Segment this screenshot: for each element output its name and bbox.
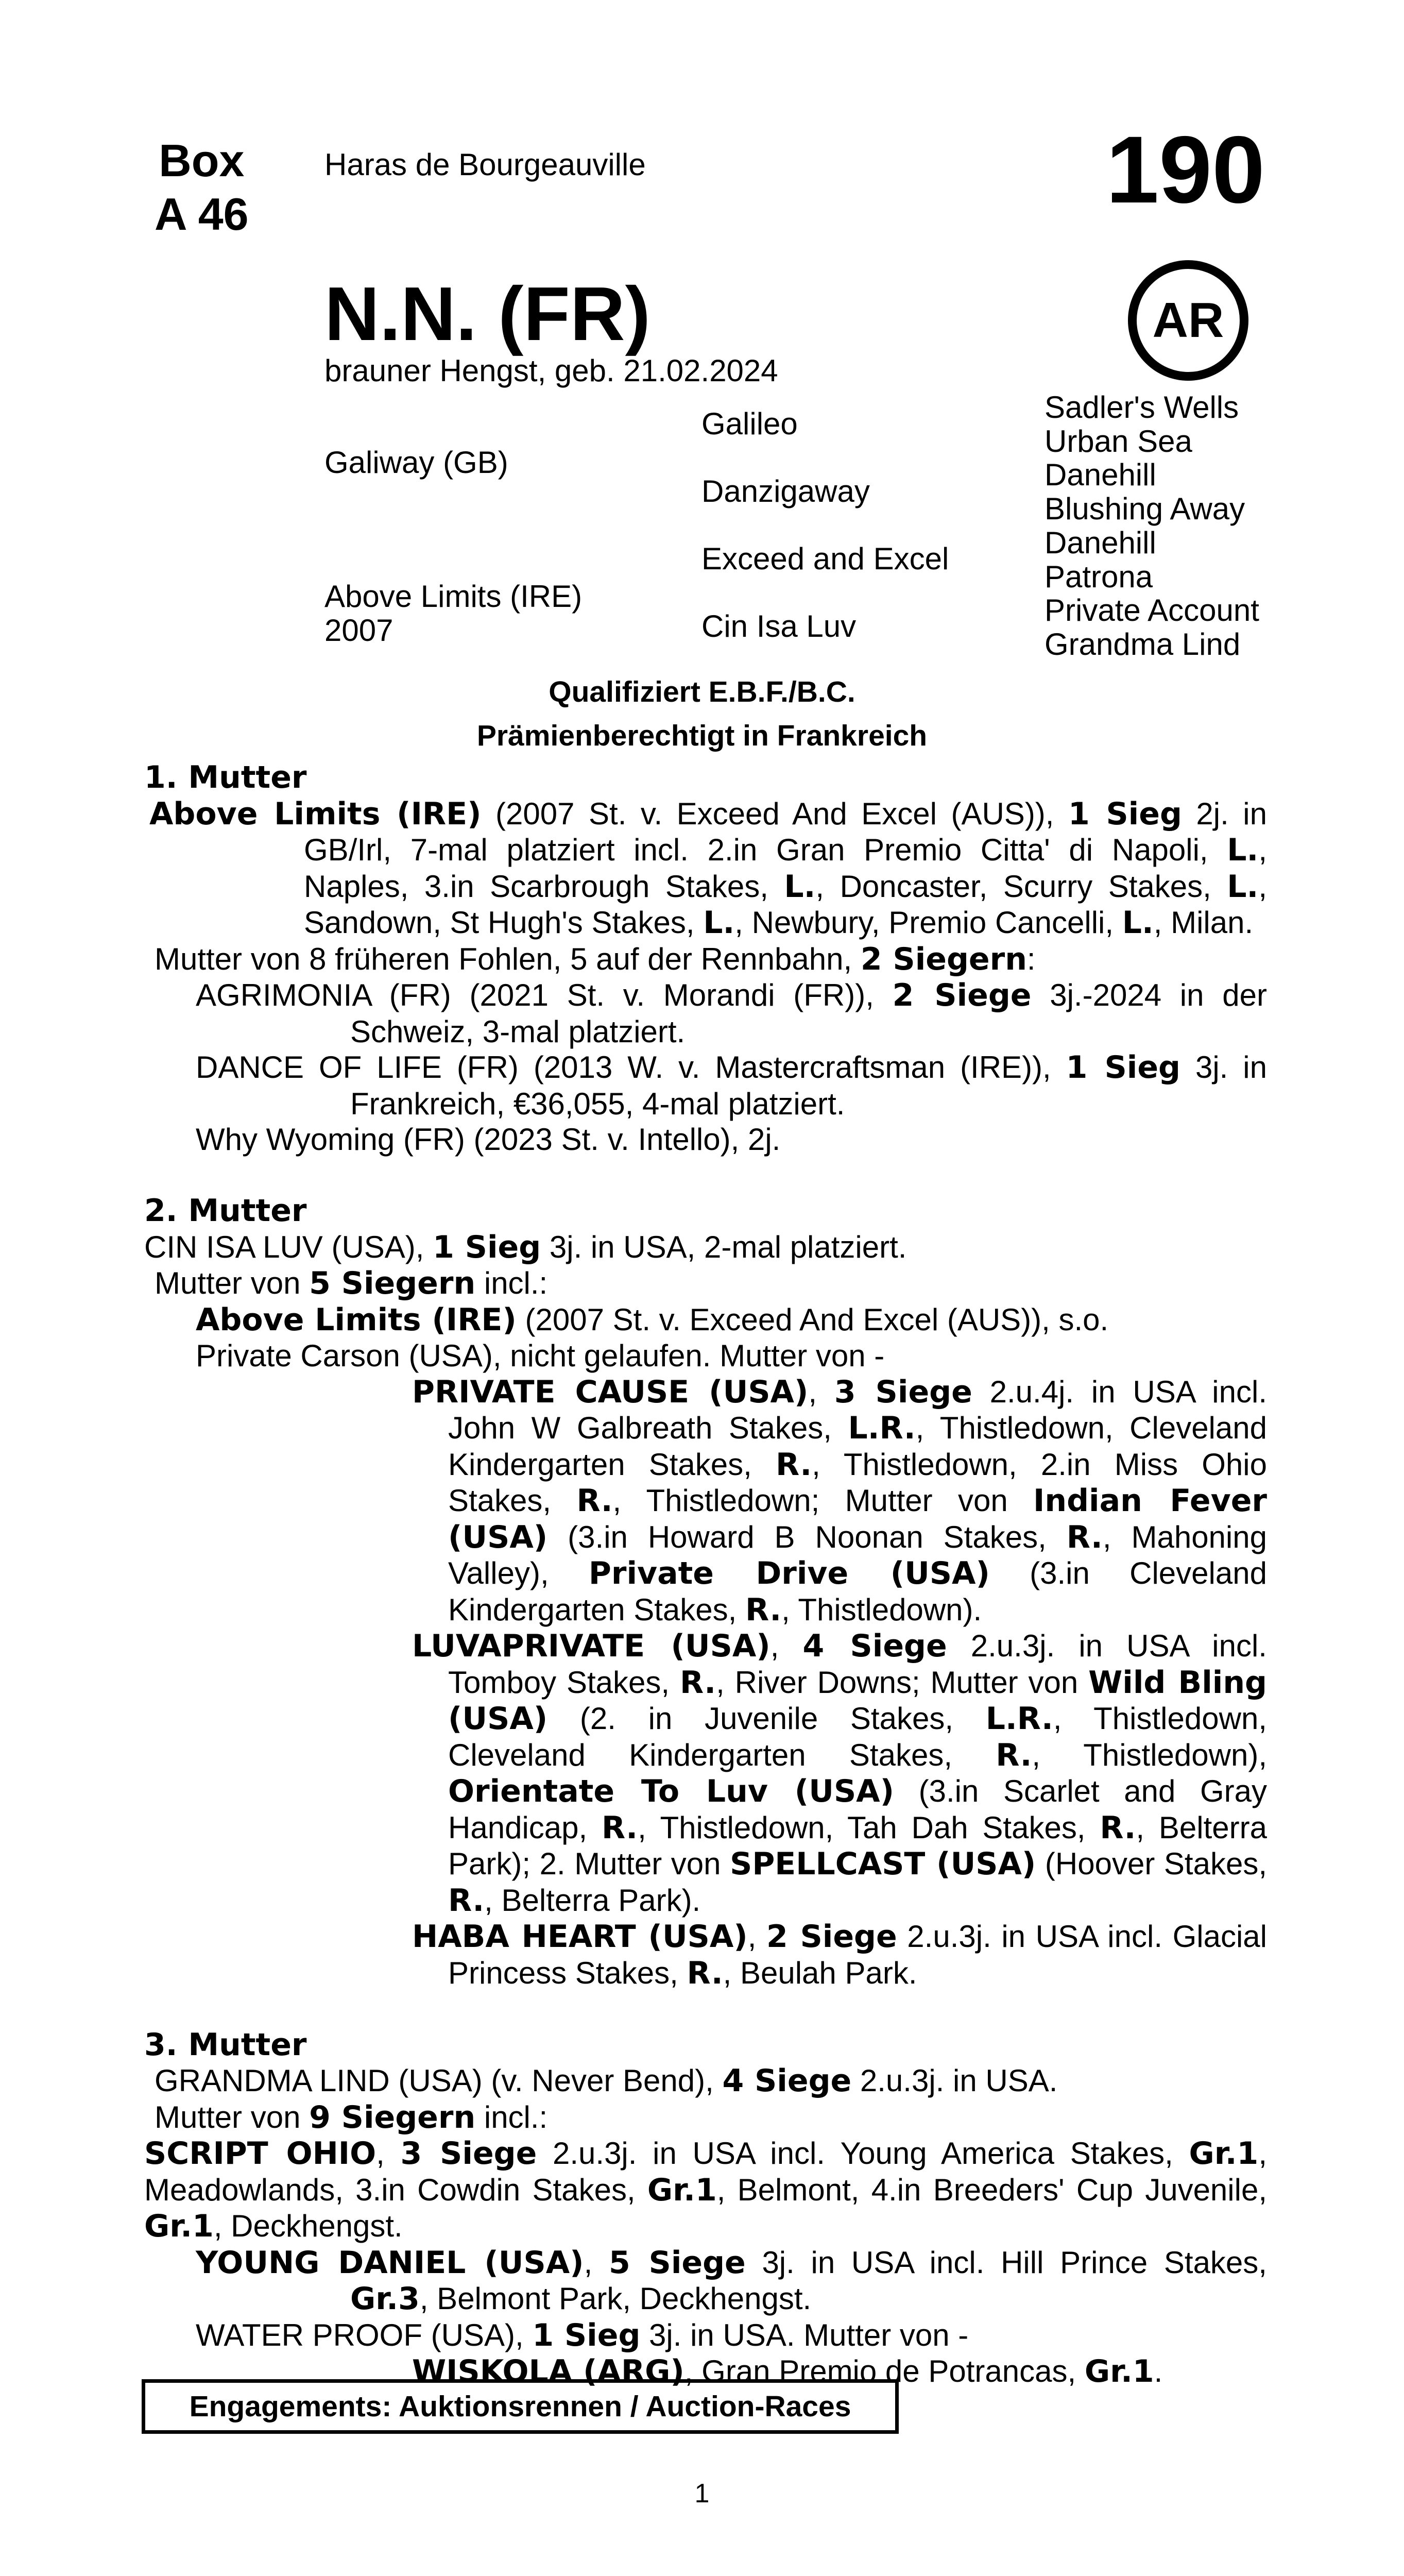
pedigree-gen2-1: Galileo: [701, 406, 798, 441]
section-spacer: [144, 1991, 1267, 2027]
win-count: 2 Siege: [892, 977, 1032, 1013]
text-run: , Belmont Park, Deckhengst.: [419, 2281, 812, 2316]
text-run: (2007 St. v. Exceed And Excel (AUS)),: [481, 796, 1068, 831]
win-count: 4 Siege: [802, 1628, 947, 1664]
race-grade: R.: [1066, 1519, 1103, 1555]
pedigree-gen2-3: Exceed and Excel: [701, 541, 949, 576]
offspring-above-limits: [144, 1302, 1267, 1338]
race-grade: L.: [1227, 832, 1259, 868]
offspring-young-daniel: [144, 2245, 1267, 2317]
third-dam-entry: [144, 2063, 1267, 2099]
pedigree-gen3-7: Private Account: [1045, 593, 1259, 628]
engagements-box: [142, 2379, 899, 2434]
box-label: [155, 134, 249, 241]
race-grade: R.: [745, 1591, 782, 1628]
text-run: ,: [747, 1919, 767, 1954]
offspring-private-carson: Private Carson (USA), nicht gelaufen. Mutter von -: [196, 1338, 885, 1373]
race-grade: L.: [784, 868, 816, 905]
text-run: 2.u.3j. in USA.: [851, 2063, 1058, 2098]
qualification-ebf: Qualifiziert E.B.F./B.C.: [549, 675, 855, 708]
text-run: 2.u.3j. in USA incl. Glacial Princess Stakes,: [448, 1919, 1267, 1990]
pedigree-dam: [324, 580, 582, 648]
text-run: AGRIMONIA (FR) (2021 St. v. Morandi (FR)),: [196, 978, 893, 1012]
text-run: , Naples, 3.in Scarbrough Stakes,: [304, 833, 1267, 904]
box-label-line2: A 46: [155, 189, 249, 240]
offspring-dance-of-life: [144, 1049, 1267, 1122]
text-run: , Thistledown, Cleveland Kindergarten Stakes,: [448, 1701, 1267, 1772]
consignor: Haras de Bourgeauville: [324, 147, 646, 182]
pedigree-gen3-1: Sadler's Wells: [1045, 390, 1239, 425]
text-run: , Thistledown, 2.in Miss Ohio Stakes,: [448, 1447, 1267, 1518]
win-count: 5 Siege: [608, 2244, 746, 2281]
text-run: 2.u.3j. in USA incl. Tomboy Stakes,: [448, 1629, 1267, 1700]
text-run: .: [1154, 2354, 1163, 2388]
win-count: 3 Siege: [834, 1374, 972, 1410]
win-count: 3 Siege: [400, 2136, 537, 2172]
text-run: (2007 St. v. Exceed And Excel (AUS)), s.o.: [516, 1302, 1109, 1337]
offspring-name: SCRIPT OHIO: [144, 2136, 376, 2172]
text-run: GRANDMA LIND (USA) (v. Never Bend),: [155, 2063, 723, 2098]
offspring-luvaprivate: [144, 1628, 1267, 1919]
lot-number: 190: [1106, 117, 1265, 223]
offspring-name: PRIVATE CAUSE (USA): [412, 1374, 809, 1410]
qualification-premium: Prämienberechtigt in Frankreich: [476, 719, 928, 752]
text-run: , Sandown, St Hugh's Stakes,: [304, 869, 1267, 940]
text-run: , Gran Premio de Potrancas,: [684, 2354, 1085, 2388]
first-dam-produce: [144, 941, 1267, 978]
race-grade: L.: [1227, 868, 1259, 905]
horse-description: brauner Hengst, geb. 21.02.2024: [324, 353, 778, 388]
text-run: Mutter von: [155, 1266, 310, 1300]
race-grade: Gr.1: [647, 2172, 717, 2208]
text-run: 2.u.4j. in USA incl. John W Galbreath Stakes,: [448, 1374, 1267, 1445]
race-grade: R.: [1100, 1809, 1136, 1846]
pedigree-gen3: [1045, 391, 1259, 662]
winner-count: 5 Siegern: [309, 1265, 476, 1301]
text-run: ,: [584, 2245, 609, 2280]
pedigree-gen3-4: Blushing Away: [1045, 492, 1245, 527]
third-dam-produce: [144, 2099, 1267, 2136]
text-run: , Newbury, Premio Cancelli,: [734, 905, 1122, 940]
text-run: , Milan.: [1153, 905, 1254, 940]
text-run: ,: [770, 1629, 803, 1663]
text-run: 3j. in USA incl. Hill Prince Stakes,: [745, 2245, 1267, 2280]
engagements-label: Engagements: Auktionsrennen / Auction-Races: [189, 2390, 851, 2423]
ar-badge: [1128, 260, 1248, 381]
text-run: (3.in Howard B Noonan Stakes,: [547, 1519, 1067, 1554]
race-grade: Gr.3: [350, 2281, 420, 2317]
winner-count: 9 Siegern: [309, 2099, 476, 2136]
win-count: 4 Siege: [722, 2063, 852, 2099]
race-grade: R.: [996, 1737, 1032, 1773]
race-grade: Gr.1: [1189, 2136, 1259, 2172]
text-run: , Belterra Park).: [484, 1883, 701, 1918]
pedigree-gen3-8: Grandma Lind: [1045, 626, 1241, 662]
offspring-agrimonia: [144, 977, 1267, 1049]
win-count: 1 Sieg: [1068, 795, 1182, 832]
text-run: , Thistledown, Cleveland Kindergarten Stakes,: [448, 1411, 1267, 1482]
text-run: , Belmont, 4.in Breeders' Cup Juvenile,: [716, 2172, 1268, 2207]
race-grade: L.R.: [985, 1701, 1053, 1737]
text-run: , Thistledown).: [781, 1592, 982, 1627]
text-run: Mutter von: [155, 2099, 310, 2134]
race-grade: Gr.1: [144, 2208, 214, 2244]
text-run: , Doncaster, Scurry Stakes,: [815, 869, 1227, 904]
race-grade: L.: [703, 905, 735, 941]
pedigree-dam-year: 2007: [324, 613, 393, 648]
text-run: , Mahoning Valley),: [448, 1519, 1267, 1590]
offspring-why-wyoming: Why Wyoming (FR) (2023 St. v. Intello), 2j.: [196, 1122, 781, 1157]
offspring-script-ohio: [144, 2136, 1267, 2245]
text-run: , Meadowlands, 3.in Cowdin Stakes,: [144, 2136, 1267, 2207]
catalogue-body: [144, 760, 1267, 2390]
text-run: , Thistledown; Mutter von: [612, 1483, 1034, 1518]
text-run: 2j. in GB/Irl, 7-mal platziert incl. 2.in Gran Premio Citta' di Napoli,: [304, 796, 1267, 867]
second-dam-produce: [144, 1265, 1267, 1302]
win-count: 1 Sieg: [532, 2317, 641, 2353]
win-count: 1 Sieg: [433, 1229, 541, 1265]
page-number: 1: [694, 2479, 710, 2509]
offspring-name: Above Limits (IRE): [196, 1301, 517, 1338]
first-dam-name: Above Limits (IRE): [149, 795, 482, 832]
pedigree-gen3-3: Danehill: [1045, 457, 1156, 493]
text-run: WATER PROOF (USA),: [196, 2317, 533, 2352]
offspring-name: LUVAPRIVATE (USA): [412, 1628, 771, 1664]
text-run: , River Downs; Mutter von: [716, 1665, 1089, 1700]
horse-name: N.N. (FR): [324, 272, 650, 357]
offspring-name: YOUNG DANIEL (USA): [196, 2244, 584, 2281]
pedigree-gen2-4: Cin Isa Luv: [701, 609, 857, 643]
text-run: 2.u.3j. in USA incl. Young America Stakes,: [537, 2136, 1189, 2171]
text-run: , Beulah Park.: [723, 1955, 917, 1990]
text-run: , Belterra Park); 2. Mutter von: [448, 1810, 1267, 1881]
race-grade: L.R.: [848, 1410, 916, 1446]
race-grade: R.: [776, 1446, 812, 1483]
second-dam-entry: [144, 1229, 1267, 1266]
offspring-name: Indian Fever (USA): [448, 1483, 1267, 1555]
pedigree-sire: Galiway (GB): [324, 445, 508, 480]
text-run: incl.:: [475, 1266, 548, 1300]
race-grade: L.: [1122, 905, 1154, 941]
text-run: ,: [808, 1374, 834, 1409]
offspring-name: Orientate To Luv (USA): [448, 1773, 895, 1809]
winner-count: 2 Siegern: [860, 941, 1027, 977]
text-run: (Hoover Stakes,: [1036, 1846, 1267, 1881]
offspring-name: WISKOLA (ARG): [412, 2353, 684, 2389]
box-label-line1: Box: [159, 135, 245, 186]
section-spacer: [144, 1158, 1267, 1194]
text-run: 3j. in USA, 2-mal platziert.: [541, 1229, 907, 1264]
offspring-name: Wild Bling (USA): [448, 1664, 1267, 1737]
win-count: 2 Siege: [766, 1919, 897, 1955]
first-dam-heading: 1. Mutter: [144, 759, 307, 795]
text-run: , Thistledown, Tah Dah Stakes,: [638, 1810, 1100, 1845]
win-count: 1 Sieg: [1066, 1049, 1180, 1086]
offspring-water-proof: [144, 2317, 1267, 2354]
race-grade: R.: [448, 1882, 485, 1919]
text-run: 3j. in USA. Mutter von -: [640, 2317, 969, 2352]
text-run: (3.in Cleveland Kindergarten Stakes,: [448, 1556, 1267, 1627]
pedigree-gen3-6: Patrona: [1045, 559, 1153, 594]
second-dam-heading: 2. Mutter: [144, 1193, 307, 1229]
text-run: , Thistledown),: [1032, 1737, 1267, 1772]
text-run: DANCE OF LIFE (FR) (2013 W. v. Mastercraftsman (IRE)),: [196, 1050, 1066, 1084]
text-run: ,: [376, 2136, 401, 2171]
third-dam-heading: 3. Mutter: [144, 2026, 307, 2063]
race-grade: R.: [679, 1664, 716, 1701]
text-run: (3.in Scarlet and Gray Handicap,: [448, 1774, 1268, 1845]
text-run: incl.:: [475, 2099, 548, 2134]
race-grade: R.: [687, 1955, 723, 1991]
offspring-name: Private Drive (USA): [588, 1555, 990, 1591]
offspring-name: SPELLCAST (USA): [730, 1846, 1036, 1882]
text-run: (2. in Juvenile Stakes,: [547, 1701, 986, 1736]
text-run: CIN ISA LUV (USA),: [144, 1229, 433, 1264]
offspring-haba-heart: [144, 1919, 1267, 1991]
race-grade: Gr.1: [1084, 2353, 1154, 2389]
offspring-private-cause: [144, 1374, 1267, 1629]
text-run: 3j.-2024 in der Schweiz, 3-mal platziert.: [350, 978, 1267, 1049]
text-run: :: [1026, 941, 1036, 976]
ar-badge-label: AR: [1152, 293, 1224, 348]
text-run: , Deckhengst.: [213, 2209, 403, 2243]
pedigree-dam-name: Above Limits (IRE): [324, 579, 583, 614]
pedigree-gen3-5: Danehill: [1045, 525, 1156, 560]
text-run: Mutter von 8 früheren Fohlen, 5 auf der Rennbahn,: [155, 941, 861, 976]
pedigree-gen2-2: Danzigaway: [701, 474, 870, 509]
race-grade: R.: [601, 1809, 638, 1846]
offspring-name: HABA HEART (USA): [412, 1919, 748, 1955]
text-run: 3j. in Frankreich, €36,055, 4-mal platziert.: [350, 1050, 1267, 1121]
first-dam-entry: [144, 796, 1267, 941]
pedigree-gen3-2: Urban Sea: [1045, 423, 1192, 459]
race-grade: R.: [576, 1483, 613, 1519]
